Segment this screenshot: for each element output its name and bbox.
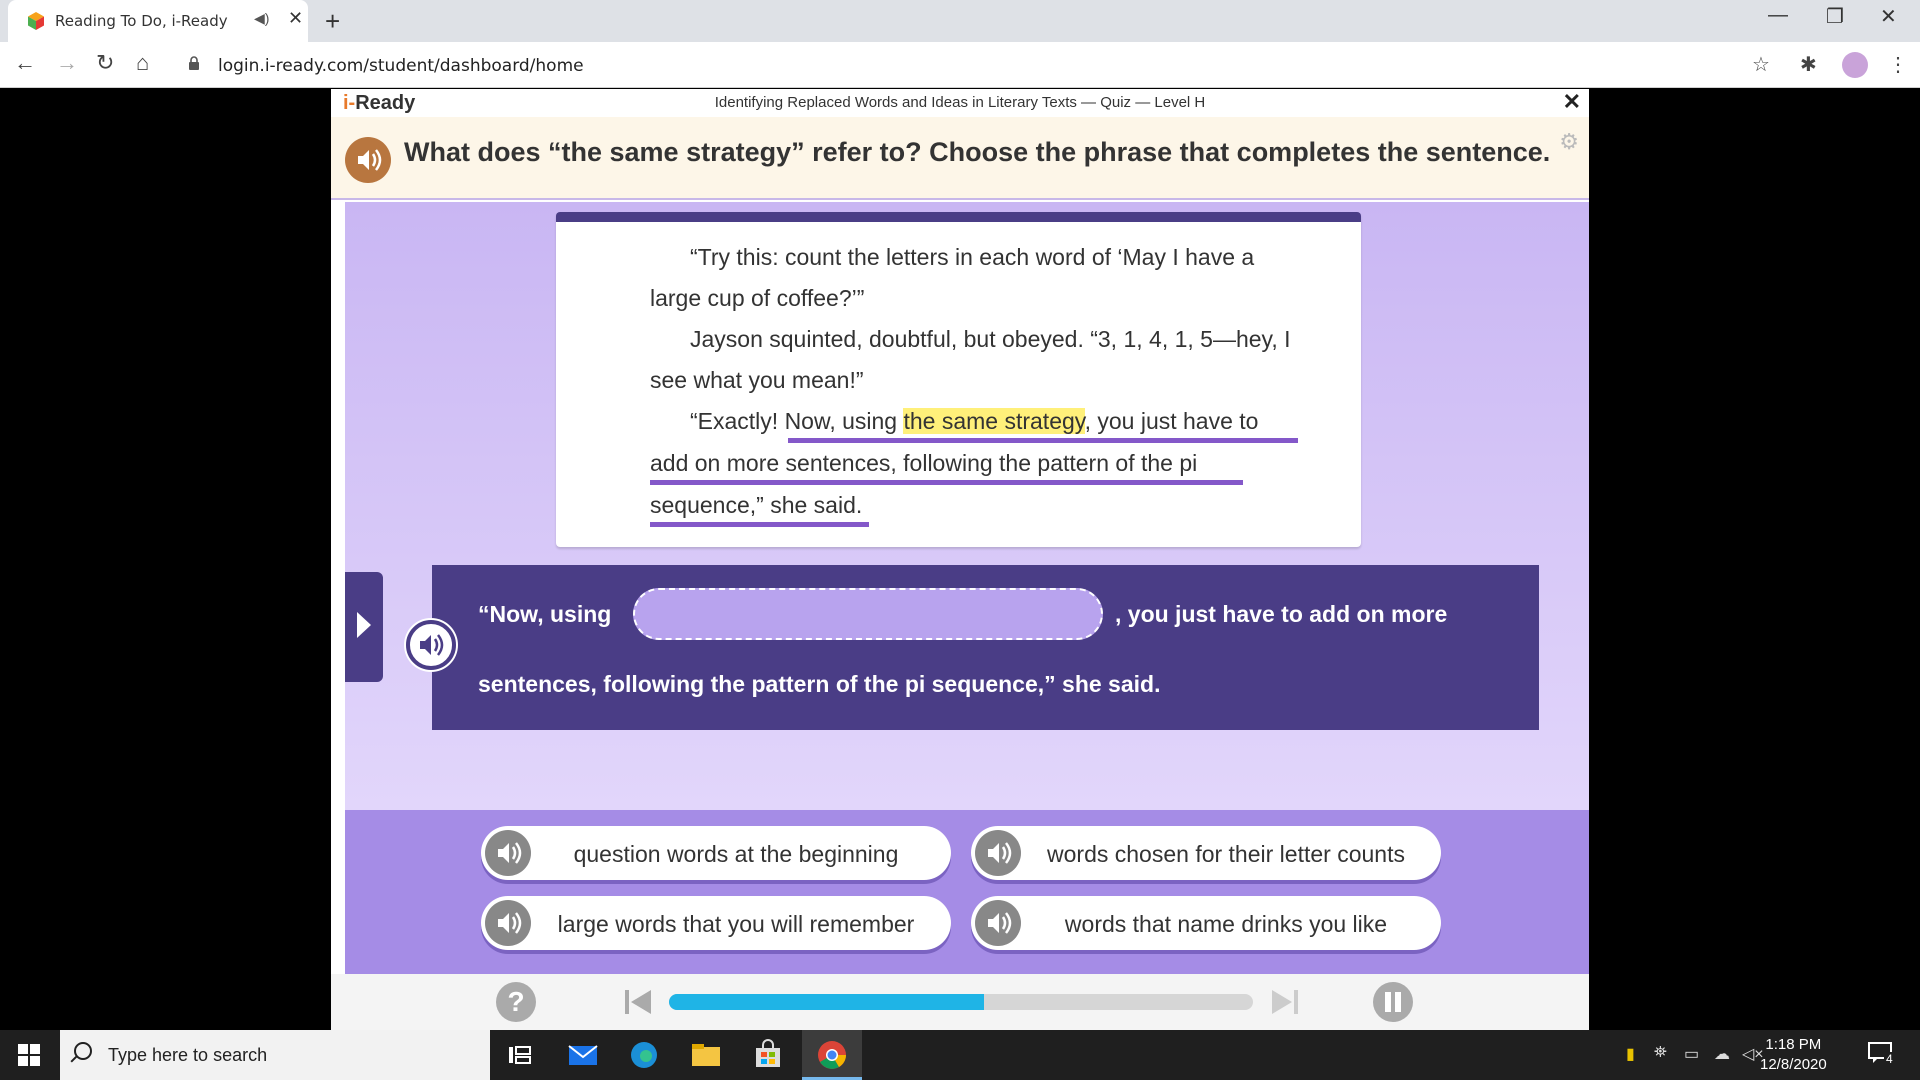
battery-icon[interactable]: ▭ [1684,1046,1700,1063]
speaker-icon [345,137,391,183]
url-text: login.i-ready.com/student/dashboard/home [218,56,584,76]
answer-audio-icon[interactable] [975,900,1021,946]
browser-tab[interactable] [8,0,308,42]
passage-line: sequence,” she said. [650,492,863,518]
passage-line: “Exactly! Now, using the same strategy, you just have to [690,408,1259,434]
extensions-icon[interactable]: ✱ [1800,54,1817,76]
store-icon[interactable] [751,1038,785,1072]
tab-title: Reading To Do, i-Ready [55,12,228,30]
profile-avatar[interactable] [1842,52,1868,78]
clock-time: 1:18 PM [1765,1036,1822,1053]
notification-count: 4 [1886,1052,1893,1066]
help-button[interactable]: ? [496,982,536,1022]
passage-line: large cup of coffee?’” [650,285,865,311]
address-bar[interactable] [180,48,1780,82]
lock-icon [188,56,200,70]
iready-logo: i-Ready [343,92,416,114]
reload-icon[interactable]: ↻ [96,50,115,75]
passage-toggle-tab[interactable] [345,572,383,682]
underline-mark [788,438,1298,443]
chrome-taskbar-button[interactable] [802,1030,862,1080]
sentence-audio-button[interactable] [406,620,456,670]
player-controls [331,974,1589,1030]
iready-favicon-icon [26,11,46,31]
home-icon[interactable]: ⌂ [136,50,150,75]
answer-choice[interactable] [481,896,951,950]
speaker-icon [410,624,452,666]
menu-kebab-icon[interactable]: ⋮ [1888,54,1908,76]
clock-date: 12/8/2020 [1760,1056,1827,1073]
browser-toolbar [0,42,1920,88]
passage-line: add on more sentences, following the pattern of the pi [650,450,1198,476]
new-tab-icon[interactable]: + [325,6,341,36]
answer-label: large words that you will remember [557,911,915,937]
security-icon[interactable]: ▮ [1626,1046,1635,1063]
search-icon [74,1042,92,1060]
file-explorer-icon[interactable] [689,1038,723,1072]
notifications-button[interactable] [1868,1042,1896,1066]
underline-mark [650,522,869,527]
question-text: What does “the same strategy” refer to? Choose the phrase that completes the sentence. [404,137,1551,167]
answer-audio-icon[interactable] [485,830,531,876]
close-lesson-icon[interactable]: ✕ [1562,89,1581,114]
cloud-icon[interactable]: ☁ [1714,1046,1730,1063]
app-header [331,89,1589,117]
forward-icon[interactable]: → [56,50,78,75]
sentence-part-1: “Now, using [478,601,612,627]
highlighted-phrase: the same strategy [903,408,1085,434]
passage-line: see what you mean!” [650,367,864,393]
answer-audio-icon[interactable] [485,900,531,946]
settings-gear-icon[interactable]: ⚙ [1559,129,1579,154]
minimize-icon[interactable]: — [1768,4,1788,26]
answer-choice[interactable] [971,896,1441,950]
sentence-part-3: sentences, following the pattern of the pi sequence,” she said. [478,671,1161,697]
taskbar-search[interactable] [60,1030,490,1080]
iready-app [331,89,1589,1030]
search-placeholder: Type here to search [108,1045,268,1065]
tab-close-icon[interactable]: ✕ [288,8,304,28]
reading-passage [556,212,1361,547]
system-clock[interactable] [1760,1035,1827,1075]
passage-line: “Try this: count the letters in each word of ‘May I have a [690,244,1255,270]
answer-choice[interactable] [481,826,951,880]
task-view-icon[interactable] [503,1038,537,1072]
network-share-icon[interactable]: ⛯ [1654,1044,1667,1061]
answer-label: words that name drinks you like [1064,911,1388,937]
pause-button[interactable] [1373,982,1413,1022]
mail-icon[interactable] [566,1038,600,1072]
question-bar [331,117,1589,200]
question-audio-button[interactable] [345,137,391,183]
back-icon[interactable]: ← [14,50,36,75]
window-close-icon[interactable]: ✕ [1880,6,1897,28]
windows-taskbar [0,1030,1920,1080]
underline-mark [650,480,1243,485]
sentence-part-2: , you just have to add on more [1115,601,1448,627]
answer-audio-icon[interactable] [975,830,1021,876]
tab-audio-icon[interactable]: ◀) [254,10,270,26]
browser-tabstrip [0,0,1920,42]
sentence-completion-box [432,565,1539,730]
edge-browser-icon[interactable] [627,1038,661,1072]
chrome-icon [815,1038,849,1072]
lesson-title: Identifying Replaced Words and Ideas in Literary Texts — Quiz — Level H [714,94,1206,111]
answer-choices [345,810,1589,974]
windows-start-icon[interactable] [18,1044,40,1066]
answer-choice[interactable] [971,826,1441,880]
answer-label: question words at the beginning [573,841,899,867]
answer-drop-zone[interactable] [633,588,1103,640]
previous-icon[interactable] [623,987,653,1017]
volume-muted-icon[interactable]: ◁× [1742,1046,1764,1063]
progress-fill [669,994,984,1010]
expand-arrow-icon [357,612,371,638]
passage-line: Jayson squinted, doubtful, but obeyed. “3, 1, 4, 1, 5—hey, I [690,326,1291,352]
answer-label: words chosen for their letter counts [1047,841,1405,867]
bookmark-star-icon[interactable]: ☆ [1752,54,1770,76]
restore-icon[interactable]: ❐ [1826,6,1844,28]
progress-bar [669,994,1253,1010]
next-icon[interactable] [1270,987,1300,1017]
